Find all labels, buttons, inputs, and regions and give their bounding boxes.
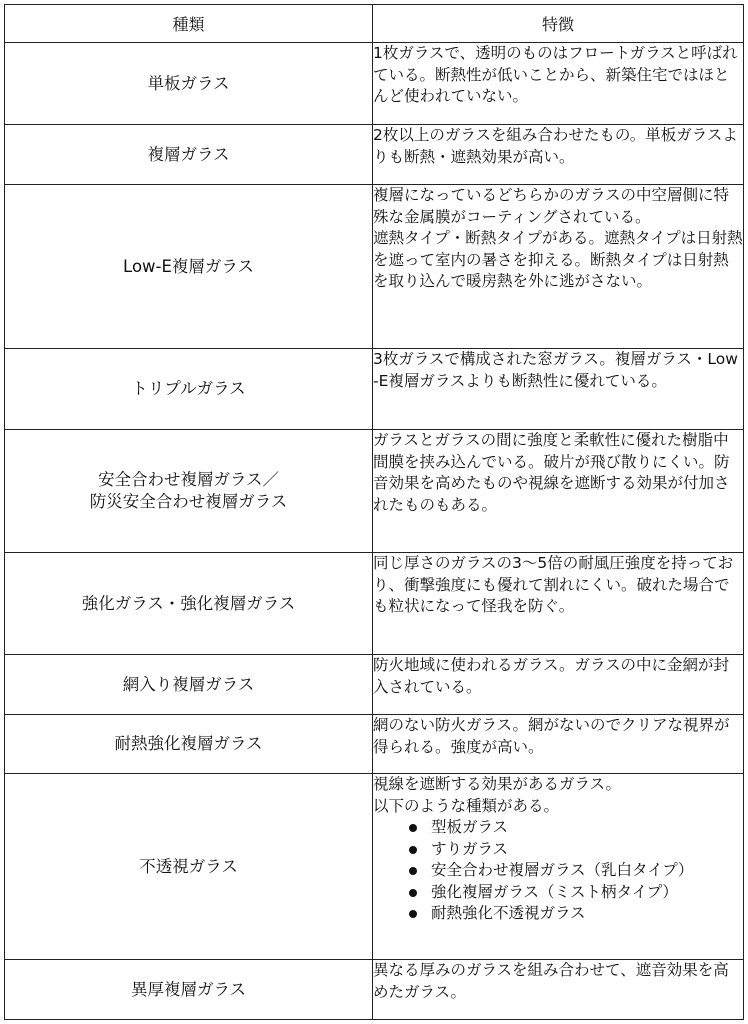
table-row [5,553,744,655]
feature-text: ガラスとガラスの間に強度と柔軟性に優れた樹脂中間膜を挟み込んでいる。破片が飛び散りにくい。防音効果を高めたものや視線を遮断する効果が付加されたものもある。 [373,431,730,514]
table-row [5,655,744,715]
glass-types-table [4,4,744,1020]
type-cell: トリプルガラス [5,349,373,430]
feature-text: 遮熱タイプ・断熱タイプがある。遮熱タイプは日射熱を遮って室内の暑さを抑える。断熱タイプは日射熱を取り込んで暖房熱を外に逃がさない。 [373,229,743,290]
feature-cell [373,185,744,349]
feature-cell [373,960,744,1020]
feature-text: 以下のような種類がある。 [373,796,560,815]
table-row [5,185,744,349]
feature-cell [373,715,744,774]
feature-text: 網のない防火ガラス。網がないのでクリアな視界が得られる。強度が高い。 [373,716,730,756]
table-row [5,349,744,430]
type-cell: 単板ガラス [5,43,373,125]
list-item: 安全合わせ複層ガラス（乳白タイプ） [407,860,743,882]
table-row [5,715,744,774]
list-item: 型板ガラス [407,817,743,839]
header-type: 種類 [5,5,373,43]
feature-text: 1枚ガラスで、透明のものはフロートガラスと呼ばれている。断熱性が低いことから、新築住宅ではほとんど使われていない。 [373,44,738,105]
feature-text: 複層になっているどちらかのガラスの中空層側に特殊な金属膜がコーティングされている。 [373,186,730,226]
type-line: 防災安全合わせ複層ガラス [89,492,288,511]
table-row [5,125,744,185]
feature-cell [373,125,744,185]
table-header-row [5,5,744,43]
type-cell: 異厚複層ガラス [5,960,373,1020]
glass-subtype-list [373,817,743,925]
table-row [5,430,744,553]
list-item: すりガラス [407,839,743,861]
table-row [5,774,744,960]
feature-cell [373,430,744,553]
feature-text: 防火地域に使われるガラス。ガラスの中に金網が封入されている。 [373,656,730,696]
feature-cell [373,553,744,655]
feature-cell [373,774,744,960]
feature-text: 同じ厚さのガラスの3〜5倍の耐風圧強度を持っており、衝撃強度にも優れて割れにくい。破れた場合でも粒状になって怪我を防ぐ。 [373,554,734,615]
feature-text: 2枚以上のガラスを組み合わせたもの。単板ガラスよりも断熱・遮熱効果が高い。 [373,126,738,166]
feature-cell [373,655,744,715]
type-cell [5,430,373,553]
feature-text: 異なる厚みのガラスを組み合わせて、遮音効果を高めたガラス。 [373,961,729,1001]
feature-text: 3枚ガラスで構成された窓ガラス。複層ガラス・Low-E複層ガラスよりも断熱性に優れている。 [373,350,738,390]
type-cell: 複層ガラス [5,125,373,185]
table-row [5,43,744,125]
feature-cell [373,43,744,125]
feature-cell [373,349,744,430]
list-item: 耐熱強化不透視ガラス [407,903,743,925]
type-cell: 耐熱強化複層ガラス [5,715,373,774]
type-cell: 不透視ガラス [5,774,373,960]
table-row [5,960,744,1020]
type-cell: 強化ガラス・強化複層ガラス [5,553,373,655]
type-cell: 網入り複層ガラス [5,655,373,715]
feature-text: 視線を遮断する効果があるガラス。 [373,775,622,793]
type-cell: Low-E複層ガラス [5,185,373,349]
list-item: 強化複層ガラス（ミスト柄タイプ） [407,882,743,904]
header-feature: 特徴 [373,5,744,43]
type-line: 安全合わせ複層ガラス／ [97,470,279,489]
